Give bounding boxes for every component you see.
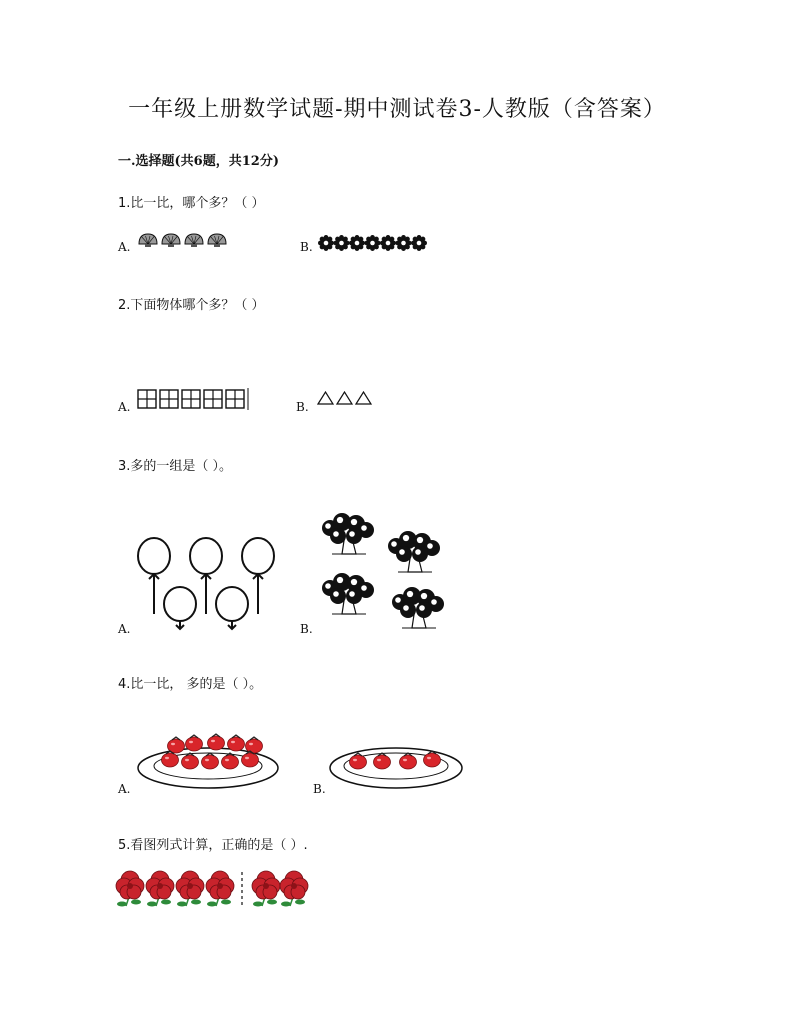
flower-icon <box>116 871 144 907</box>
triangle-icon <box>356 392 371 404</box>
flower-icon <box>146 871 174 907</box>
gear-icon <box>380 235 396 251</box>
triangle-icon <box>318 392 333 404</box>
balloon-icon <box>190 538 222 614</box>
tomato-plate-icon <box>208 734 225 750</box>
balloon-icon <box>216 587 248 629</box>
tree-icon <box>322 513 374 554</box>
question-5: 5.看图列式计算，正确的是（ ）. <box>118 838 308 853</box>
grid-square-icon <box>138 390 156 408</box>
question-2: 2.下面物体哪个多？（ ） <box>118 298 265 313</box>
section-heading: 一.选择题(共6题，共12分) <box>118 154 279 169</box>
document-title: 一年级上册数学试题-期中测试卷3-人教版（含答案） <box>128 97 666 122</box>
grid-square-icon <box>204 390 222 408</box>
q1-gears-image <box>318 234 430 254</box>
question-1: 1.比一比，哪个多？（ ） <box>118 196 265 211</box>
flower-icon <box>252 871 280 907</box>
shell-icon <box>162 234 180 247</box>
tree-icon <box>392 587 444 628</box>
gear-icon <box>411 235 427 251</box>
grid-square-icon <box>160 390 178 408</box>
shell-icon <box>185 234 203 247</box>
gear-icon <box>396 235 412 251</box>
gear-icon <box>334 235 350 251</box>
shell-icon <box>208 234 226 247</box>
shell-icon <box>139 234 157 247</box>
balloon-icon <box>138 538 170 614</box>
q3-option-b-label: B. <box>300 622 313 636</box>
grid-square-icon <box>182 390 200 408</box>
tomato-plate-icon <box>246 737 263 753</box>
q2-option-a-label: A. <box>118 400 131 414</box>
tomato-plate-icon <box>186 735 203 751</box>
q1-option-b-label: B. <box>300 240 313 254</box>
triangle-icon <box>337 392 352 404</box>
q4-option-a-label: A. <box>118 782 131 796</box>
tomato-plate-icon <box>228 735 245 751</box>
flower-icon <box>280 871 308 907</box>
flower-icon <box>206 871 234 907</box>
tree-icon <box>388 531 440 572</box>
flower-icon <box>176 871 204 907</box>
gear-icon <box>318 235 334 251</box>
q3-option-a-label: A. <box>118 622 131 636</box>
q4-plate-b-image <box>328 738 468 796</box>
q3-trees-image <box>318 512 450 630</box>
q1-shells-image <box>134 230 234 250</box>
gear-icon <box>365 235 381 251</box>
q1-option-a-label: A. <box>118 240 131 254</box>
q2-squares-image <box>136 388 250 412</box>
question-4: 4.比一比， 多的是（ ）。 <box>118 677 263 692</box>
q4-option-b-label: B. <box>313 782 326 796</box>
q2-triangles-image <box>316 390 376 406</box>
q2-option-b-label: B. <box>296 400 309 414</box>
q4-plate-a-image <box>136 726 286 794</box>
tree-icon <box>322 573 374 614</box>
gear-icon <box>349 235 365 251</box>
q3-balloons-image <box>132 534 282 632</box>
question-3: 3.多的一组是（ ）。 <box>118 459 233 474</box>
balloon-icon <box>242 538 274 614</box>
grid-square-icon <box>226 390 244 408</box>
balloon-icon <box>164 587 196 629</box>
q5-flowers-image <box>116 872 316 916</box>
